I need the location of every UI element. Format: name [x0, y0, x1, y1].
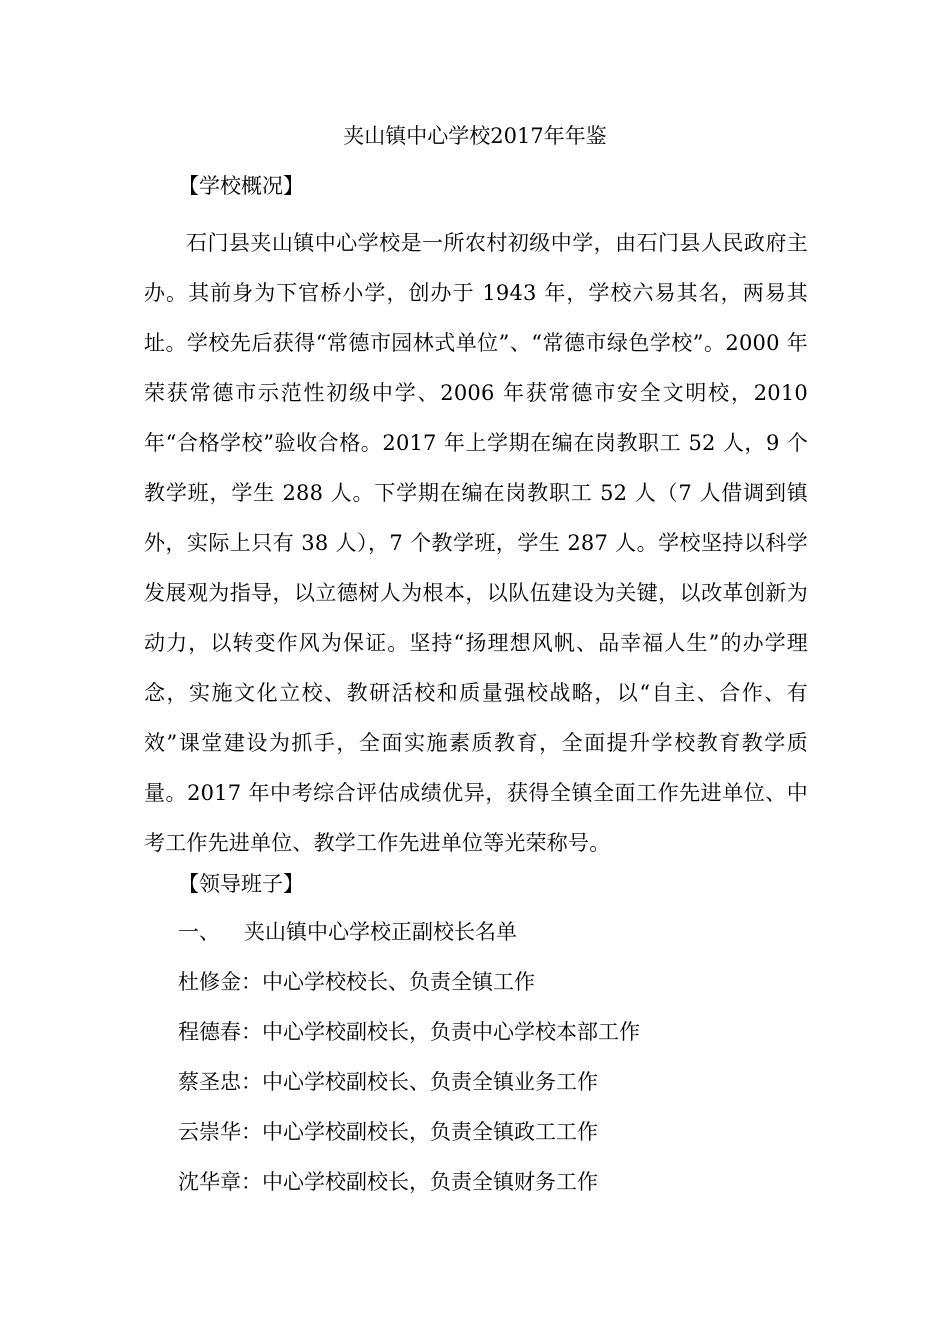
leader-entry: 杜修金：中心学校校长、负责全镇工作 [178, 970, 535, 994]
section-heading-leaders: 【领导班子】 [178, 872, 304, 896]
document-title: 夹山镇中心学校2017年年鉴 [343, 124, 607, 148]
leaders-subheading [178, 914, 517, 950]
section-heading-overview: 【学校概况】 [178, 174, 304, 198]
leader-entry: 蔡圣忠：中心学校副校长、负责全镇业务工作 [178, 1070, 598, 1094]
overview-paragraph: 石门县夹山镇中心学校是一所农村初级中学，由石门县人民政府主办。其前身为下官桥小学，创办于 1943 年，学校六易其名，两易其址。学校先后获得“常德市园林式单位”、“常德市绿色学校”。2000 年荣获常德市示范性初级中学、2006 年获常德市安全文明校，2010 年“合格学校”验收合格。2017 年上学期在编在岗教职工 52 人，9 个教学班，学生 288 人。下学期在编在岗教职工 52 人（7 人借调到镇外，实际上只有 38 人），7 个教学班，学生 287 人。学校坚持以科学发展观为指导，以立德树人为根本，以队伍建设为关键，以改革创新为动力，以转变作风为保证。坚持“扬理想风帆、品幸福人生”的办学理念，实施文化立校、教研活校和质量强校战略，以“自主、合作、有效”课堂建设为抓手，全面实施素质教育，全面提升学校教育教学质量。2017 年中考综合评估成绩优异，获得全镇全面工作先进单位、中考工作先进单位、教学工作先进单位等光荣称号。 [144, 231, 808, 855]
leaders-subheading-number: 一、 [178, 920, 220, 944]
leader-entry: 云崇华：中心学校副校长，负责全镇政工工作 [178, 1120, 598, 1144]
leader-entry: 程德春：中心学校副校长，负责中心学校本部工作 [178, 1020, 640, 1044]
leader-entry: 沈华章：中心学校副校长，负责全镇财务工作 [178, 1170, 598, 1194]
leaders-subheading-title: 夹山镇中心学校正副校长名单 [244, 920, 517, 944]
